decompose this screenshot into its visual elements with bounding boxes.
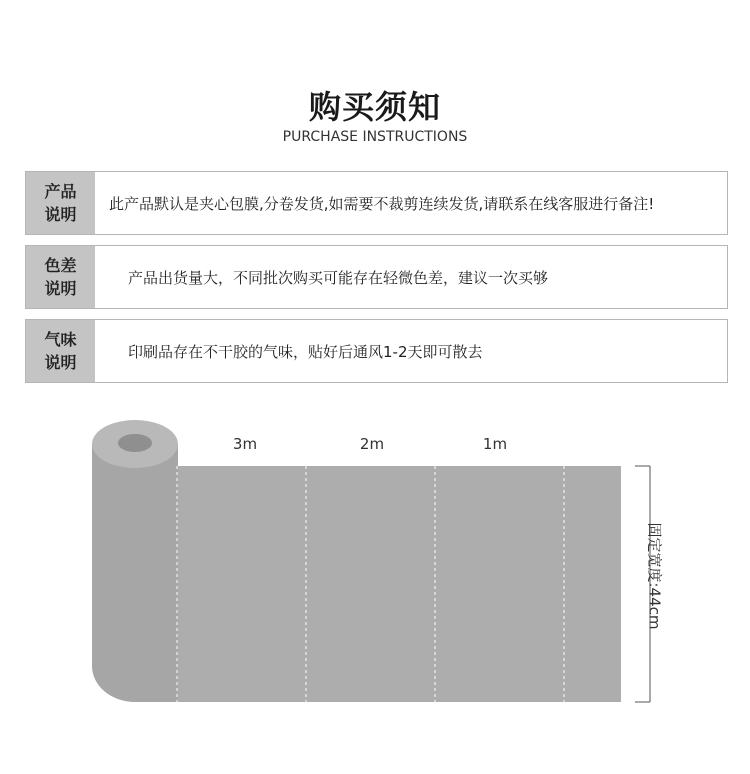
notice-label xyxy=(26,172,95,234)
meter-label-2m: 2m xyxy=(359,435,385,453)
notice-text: 产品出货量大，不同批次购买可能存在轻微色差，建议一次买够 xyxy=(128,268,549,287)
notice-row-smell xyxy=(25,319,728,383)
notice-row-product xyxy=(25,171,728,235)
page-subtitle: PURCHASE INSTRUCTIONS xyxy=(282,129,468,145)
notice-text: 印刷品存在不干胶的气味，贴好后通风1-2天即可散去 xyxy=(128,342,483,361)
notice-label xyxy=(26,246,95,308)
notice-text: 此产品默认是夹心包膜,分卷发货,如需要不裁剪连续发货,请联系在线客服进行备注! xyxy=(109,194,655,213)
notice-label-line1: 气味 xyxy=(44,330,77,349)
width-label: 固定宽度:44cm xyxy=(645,522,664,630)
notice-row-color xyxy=(25,245,728,309)
meter-label-3m: 3m xyxy=(232,435,258,453)
page-title: 购买须知 xyxy=(308,88,441,126)
roll-core-hole xyxy=(118,434,152,452)
notice-label-line2: 说明 xyxy=(44,279,77,298)
notice-label-line2: 说明 xyxy=(44,205,77,224)
roll-body xyxy=(92,444,178,702)
roll-illustration xyxy=(0,400,750,720)
notice-label-line1: 产品 xyxy=(44,182,77,201)
roll-sheet xyxy=(135,466,621,702)
notice-label-line2: 说明 xyxy=(44,353,77,372)
notice-label-line1: 色差 xyxy=(44,256,77,275)
meter-label-1m: 1m xyxy=(482,435,508,453)
notice-label xyxy=(26,320,95,382)
